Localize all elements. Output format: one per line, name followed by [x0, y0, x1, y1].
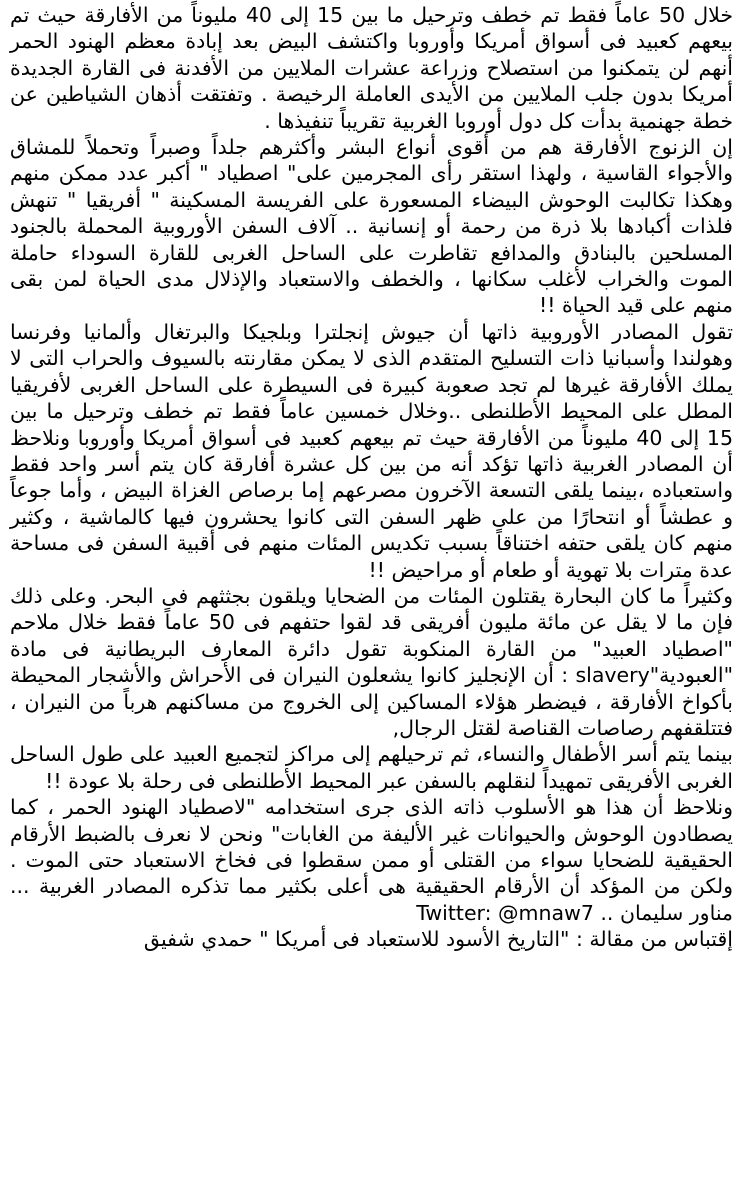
paragraph-britannica: وكثيراً ما كان البحارة يقتلون المئات من الضحايا ويلقون بجثثهم فى البحر. وعلى ذلك فإن ما لا يقل عن مائة مليون أفريقى قد لقوا حتفهم فى 50 عاماً فقط خلال ملاحم "اصطياد العبيد" من القارة المنكوبة تقول دائرة المعارف البريطانية فى مادة "العبودية"slavery : أن الإنجليز كانوا يشعلون النيران فى الأحراش والأشجار المحيطة بأكواخ الأفارقة ، فيضطر هؤلاء المساكين إلى الخروج من مساكنهم هرباً من النيران ، فتتلقفهم رصاصات القناصة لقتل الرجال,	[10, 583, 734, 740]
paragraph-capture-women-children: بينما يتم أسر الأطفال والنساء، ثم ترحيلهم إلى مراكز لتجميع العبيد على طول الساحل الغربى الأفريقى تمهيداً لنقلهم بالسفن عبر المحيط الأطلنطى فى رحلة بلا عودة !!	[10, 742, 733, 793]
paragraph-enslavement-plan: إن الزنوج الأفارقة هم من أقوى أنواع البشر وأكثرهم جلداً وصبراً وتحملاً للمشاق والأجواء القاسية ، ولهذا استقر رأى المجرمين على" اصطياد " أكبر عدد ممكن منهم وهكذا تكالبت الوحوش البيضاء المسعورة على الفريسة المسكينة " أفريقيا " تنهش فلذات أكبادها بلا ذرة من رحمة أو إنسانية .. آلاف السفن الأوروبية المحملة بالجنود المسلحين بالبنادق والمدافع تقاطرت على الساحل الغربى للقارة السوداء حاملة الموت والخراب لأغلب سكانها ، والخطف والاستعباد والإذلال مدى الحياة لمن بقى منهم على قيد الحياة !!	[10, 135, 733, 318]
paragraph-european-sources: تقول المصادر الأوروبية ذاتها أن جيوش إنجلترا وبلجيكا والبرتغال وألمانيا وفرنسا وهولندا وأسبانيا ذات التسليح المتقدم الذى لا يمكن مقارنته بالسيوف والحراب التى لا يملك الأفارقة غيرها لم تجد صعوبة كبيرة فى السيطرة على الساحل الغربى لأفريقيا المطل على المحيط الأطلنطى ..وخلال خمسين عاماً فقط تم خطف وترحيل ما بين 15 إلى 40 مليوناً من الأفارقة حيث تم بيعهم كعبيد فى أسواق أمريكا وأوروبا ونلاحظ أن المصادر الغربية ذاتها تؤكد أنه من بين كل عشرة أفارقة كان يتم أسر واحد فقط واستعباده ،بينما يلقى التسعة الآخرون مصرعهم إما برصاص الغزاة البيض ، وأما جوعاً و عطشاً أو انتحارًا من على ظهر السفن التى كانوا يحشرون فيها كالماشية ، وكثير منهم كان يلقى حتفه اختناقاً بسبب تكديس المئات منهم فى أقبية السفن فى مساحة عدة مترات بلا تهوية أو طعام أو مراحيض !!	[10, 319, 733, 582]
paragraph-intro: خلال 50 عاماً فقط تم خطف وترحيل ما بين 15 إلى 40 مليوناً من الأفارقة حيث تم بيعهم كعبيد فى أسواق أمريكا وأوروبا واكتشف البيض بعد إبادة معظم الهنود الحمر أنهم لن يتمكنوا من استصلاح وزراعة عشرات الملايين من الأفدنة فى القارة الجديدة أمريكا بدون جلب الملايين من الأيدى العاملة الرخيصة . وتفتقت أذهان الشياطين عن خطة جهنمية بدأت كل دول أوروبا الغربية تقريباً تنفيذها .	[10, 3, 733, 133]
paragraph-conclusion: ونلاحظ أن هذا هو الأسلوب ذاته الذى جرى استخدامه "لاصطياد الهنود الحمر ، كما يصطادون الوحوش والحيوانات غير الأليفة من الغابات" ونحن لا نعرف بالضبط الأرقام الحقيقية للضحايا سواء من القتلى أو ممن سقطوا فى فخاخ الاستعباد حتى الموت . ولكن من المؤكد أن الأرقام الحقيقية هى أعلى بكثير مما تذكره المصادر الغربية ... مناور سليمان .. Twitter: @mnaw7	[10, 795, 733, 925]
paragraph-citation: إقتباس من مقالة : "التاريخ الأسود للاستعباد فى أمريكا " حمدي شفيق	[143, 927, 733, 952]
